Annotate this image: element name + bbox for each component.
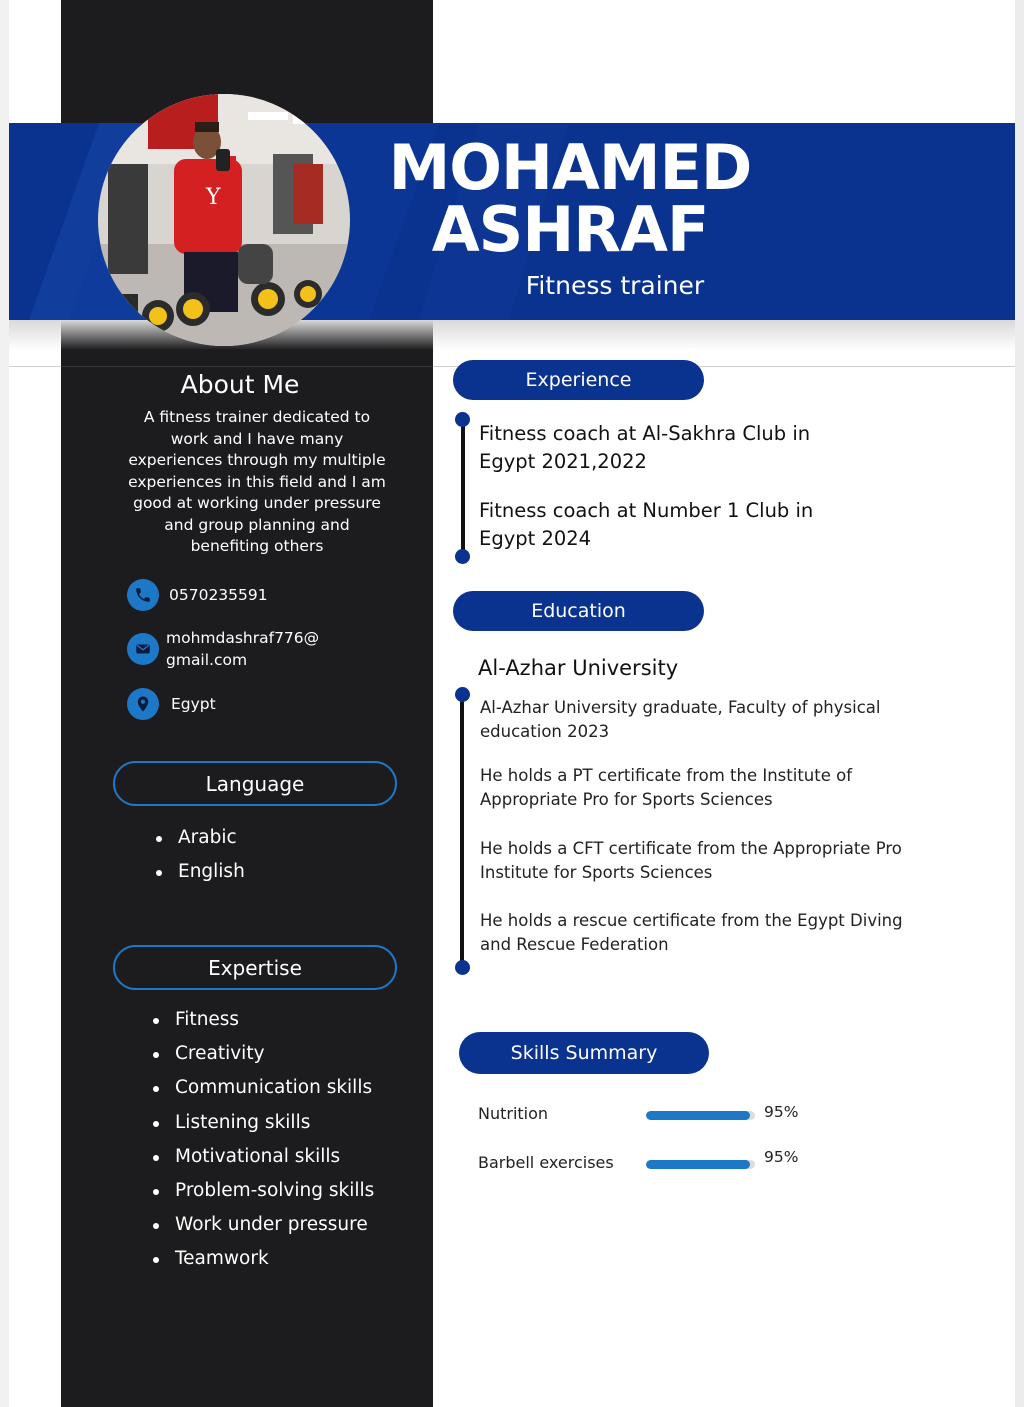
education-item: Al-Azhar University graduate, Faculty of physical education 2023: [480, 698, 881, 741]
contact-phone: [127, 579, 268, 611]
expertise-item: Problem-solving skills: [153, 1174, 374, 1208]
language-heading: Language: [113, 761, 397, 806]
expertise-list: [153, 1003, 374, 1277]
expertise-heading: Expertise: [113, 945, 397, 990]
about-text: A fitness trainer dedicated to work and I have many experiences through my multiple experiences in this field and I am good at working under pressure and group planning and benefiting others: [128, 408, 386, 555]
last-name: ASHRAF: [431, 193, 709, 266]
education-heading: Education: [453, 591, 704, 631]
language-list: [156, 821, 245, 889]
profile-photo: [98, 94, 350, 346]
full-name: [380, 131, 760, 266]
email-icon: [127, 633, 159, 665]
language-item: Arabic: [156, 821, 245, 855]
job-title: Fitness trainer: [525, 271, 705, 300]
page-edge-right: [1015, 0, 1024, 1407]
timeline-dot: [455, 549, 470, 564]
about-heading: About Me: [180, 370, 300, 399]
page-edge-left: [0, 0, 9, 1407]
skill-row: [478, 1148, 838, 1175]
expertise-item: Motivational skills: [153, 1140, 374, 1174]
phone-icon: [127, 579, 159, 611]
experience-item: Fitness coach at Number 1 Club in Egypt 2024: [479, 499, 814, 550]
divider-line-sidebar: [61, 366, 433, 367]
education-timeline: [460, 695, 464, 967]
education-institution: Al-Azhar University: [478, 656, 679, 680]
contact-email: [127, 627, 319, 671]
first-name: MOHAMED: [388, 131, 752, 204]
skill-row: [478, 1104, 838, 1126]
experience-timeline: [461, 420, 465, 558]
location-text: Egypt: [171, 695, 216, 713]
phone-number: 0570235591: [169, 586, 268, 604]
expertise-item: Teamwork: [153, 1242, 374, 1276]
experience-heading: Experience: [453, 360, 704, 400]
expertise-item: Listening skills: [153, 1106, 374, 1140]
expertise-item: Creativity: [153, 1037, 374, 1071]
svg-text:Y: Y: [206, 185, 221, 210]
timeline-dot: [455, 412, 470, 427]
expertise-item: Fitness: [153, 1003, 374, 1037]
skill-label: Barbell exercises: [478, 1153, 614, 1172]
timeline-dot: [455, 960, 470, 975]
email-line-2: gmail.com: [166, 651, 248, 669]
education-item: He holds a PT certificate from the Institute of Appropriate Pro for Sports Sciences: [480, 766, 853, 809]
skill-percent: 95%: [764, 1148, 799, 1166]
location-pin-icon: [127, 688, 159, 720]
education-item: He holds a rescue certificate from the Egypt Diving and Rescue Federation: [480, 911, 903, 954]
experience-item: Fitness coach at Al-Sakhra Club in Egypt 2021,2022: [479, 422, 811, 473]
email-address: [166, 627, 319, 671]
skills-heading: Skills Summary: [459, 1032, 709, 1074]
timeline-dot: [455, 687, 470, 702]
education-item: He holds a CFT certificate from the Appropriate Pro Institute for Sports Sciences: [480, 839, 902, 882]
email-line-1: mohmdashraf776@: [166, 629, 320, 647]
contact-location: [127, 688, 216, 720]
skill-label: Nutrition: [478, 1104, 549, 1123]
skill-bar-track: [646, 1111, 755, 1120]
skill-bar-fill: [646, 1111, 750, 1120]
expertise-item: Communication skills: [153, 1071, 374, 1105]
language-item: English: [156, 855, 245, 889]
skill-bar-fill: [646, 1160, 750, 1169]
skill-bar-track: [646, 1160, 755, 1169]
expertise-item: Work under pressure: [153, 1208, 374, 1242]
skill-percent: 95%: [764, 1103, 799, 1121]
